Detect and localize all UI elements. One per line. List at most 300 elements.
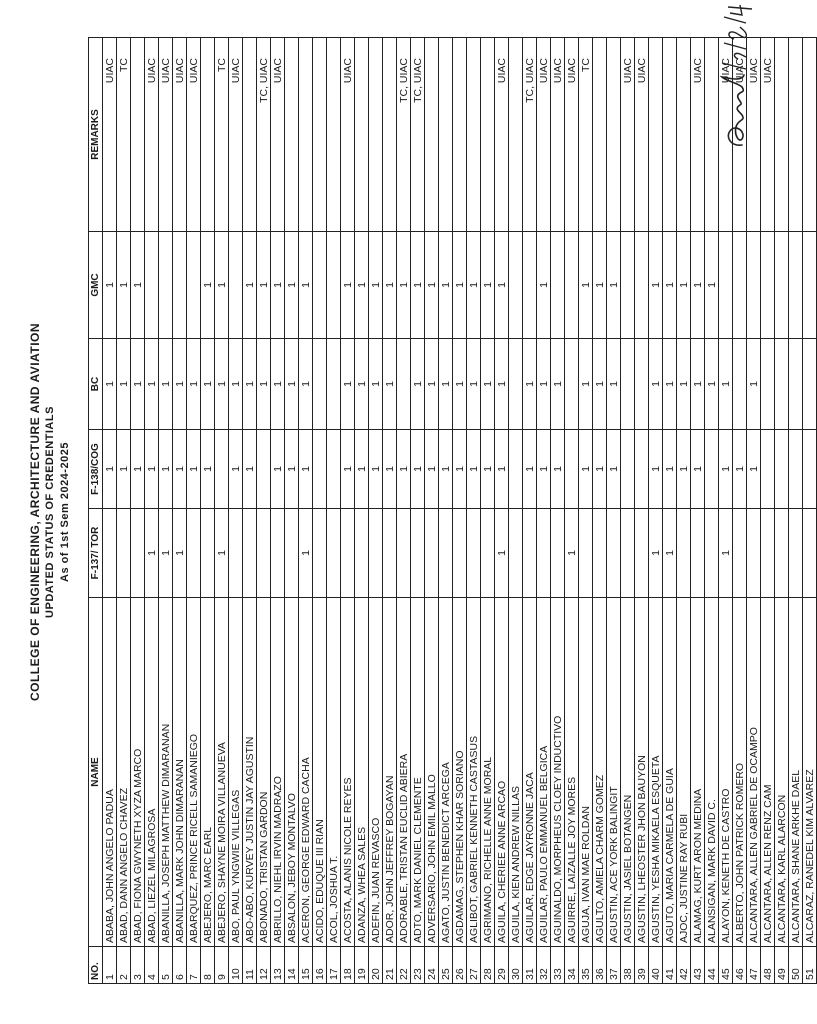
cell-bc: 1	[341, 339, 355, 430]
cell-tor	[383, 509, 397, 598]
cell-no: 26	[453, 947, 467, 984]
cell-no: 25	[439, 947, 453, 984]
document-title: COLLEGE OF ENGINEERING, ARCHITECTURE AND AVIATION	[28, 322, 42, 702]
table-row	[243, 38, 257, 984]
cell-bc: 1	[453, 339, 467, 430]
cell-cog: 1	[537, 430, 551, 509]
cell-name: AGULTO, AMIELA CHARM GOMEZ	[593, 598, 607, 947]
cell-name: ADOR, JOHN JEFFREY BOGAYAN	[383, 598, 397, 947]
cell-bc: 1	[467, 339, 481, 430]
cell-remarks	[369, 38, 383, 232]
cell-tor	[117, 509, 131, 598]
cell-remarks: UIAC	[719, 38, 733, 232]
cell-bc: 1	[607, 339, 621, 430]
cell-cog: 1	[341, 430, 355, 509]
cell-gmc: 1	[117, 232, 131, 339]
cell-remarks	[453, 38, 467, 232]
cell-name: ALCANTARA, ALLEN GABRIEL DE OCAMPO	[747, 598, 761, 947]
cell-gmc	[229, 232, 243, 339]
cell-gmc	[719, 232, 733, 339]
cell-bc	[565, 339, 579, 430]
semester-label: As of 1st Sem 2024-2025	[59, 442, 71, 582]
table-row	[635, 38, 649, 984]
cell-gmc: 1	[369, 232, 383, 339]
cell-tor	[509, 509, 523, 598]
cell-no: 50	[789, 947, 803, 984]
cell-tor	[635, 509, 649, 598]
cell-name: AJOC, JUSTINE RAY RUBI	[677, 598, 691, 947]
cell-gmc: 1	[341, 232, 355, 339]
cell-cog: 1	[229, 430, 243, 509]
cell-remarks	[355, 38, 369, 232]
cell-no: 45	[719, 947, 733, 984]
cell-tor	[243, 509, 257, 598]
cell-no: 15	[299, 947, 313, 984]
cell-tor	[761, 509, 775, 598]
cell-remarks: UIAC	[691, 38, 705, 232]
cell-cog: 1	[495, 430, 509, 509]
cell-bc	[733, 339, 747, 430]
cell-tor: 1	[663, 509, 677, 598]
cell-name: AGUJA, IVAN MAE ROLDAN	[579, 598, 593, 947]
cell-gmc	[733, 232, 747, 339]
cell-no: 3	[131, 947, 145, 984]
cell-name: ALCANTARA, KARL ALARCON	[775, 598, 789, 947]
cell-remarks: UIAC	[145, 38, 159, 232]
cell-gmc: 1	[201, 232, 215, 339]
cell-tor: 1	[649, 509, 663, 598]
cell-bc: 1	[593, 339, 607, 430]
cell-remarks	[425, 38, 439, 232]
cell-bc: 1	[103, 339, 117, 430]
cell-tor	[341, 509, 355, 598]
cell-gmc: 1	[677, 232, 691, 339]
table-row	[495, 38, 509, 984]
cell-name: ALAYON, KENETH DE CASTRO	[719, 598, 733, 947]
cell-no: 31	[523, 947, 537, 984]
cell-tor: 1	[565, 509, 579, 598]
table-row	[467, 38, 481, 984]
cell-name: AGUIRRE, LAIZALLE JOY MORES	[565, 598, 579, 947]
cell-gmc: 1	[439, 232, 453, 339]
cell-gmc: 1	[649, 232, 663, 339]
cell-bc: 1	[677, 339, 691, 430]
cell-remarks: TC, UIAC	[397, 38, 411, 232]
cell-tor	[425, 509, 439, 598]
cell-name: AGATO, JUSTIN BENEDICT ARCEGA	[439, 598, 453, 947]
cell-bc: 1	[369, 339, 383, 430]
cell-no: 11	[243, 947, 257, 984]
cell-name: AGUINALDO, MORPHEUS CLOEY INDUCTIVO	[551, 598, 565, 947]
cell-remarks	[383, 38, 397, 232]
cell-name: ABEJERO, MARC EARL	[201, 598, 215, 947]
cell-remarks: UIAC	[495, 38, 509, 232]
cell-name: AGUTO, MARIA CARMELA DE GUIA	[663, 598, 677, 947]
cell-gmc: 1	[257, 232, 271, 339]
cell-remarks	[677, 38, 691, 232]
cell-tor	[537, 509, 551, 598]
table-row	[215, 38, 229, 984]
cell-cog: 1	[439, 430, 453, 509]
cell-name: AGUILA, KIEN ANDREW NILLAS	[509, 598, 523, 947]
cell-cog: 1	[397, 430, 411, 509]
cell-gmc: 1	[467, 232, 481, 339]
cell-gmc	[803, 232, 817, 339]
cell-no: 47	[747, 947, 761, 984]
table-row	[271, 38, 285, 984]
table-row	[257, 38, 271, 984]
cell-tor	[523, 509, 537, 598]
cell-name: ABSALON, JEBOY MONTALVO	[285, 598, 299, 947]
cell-tor	[453, 509, 467, 598]
table-row	[341, 38, 355, 984]
table-row	[621, 38, 635, 984]
table-row	[775, 38, 789, 984]
cell-no: 34	[565, 947, 579, 984]
cell-remarks	[509, 38, 523, 232]
cell-no: 12	[257, 947, 271, 984]
cell-cog: 1	[593, 430, 607, 509]
table-row	[187, 38, 201, 984]
table-row	[691, 38, 705, 984]
cell-name: ACOSTA, ALANIS NICOLE REYES	[341, 598, 355, 947]
table-row	[565, 38, 579, 984]
cell-no: 42	[677, 947, 691, 984]
cell-gmc: 1	[537, 232, 551, 339]
cell-tor	[229, 509, 243, 598]
cell-cog: 1	[425, 430, 439, 509]
cell-name: ABEJERO, SHAYNE MOIRA VILLANUEVA	[215, 598, 229, 947]
cell-gmc	[509, 232, 523, 339]
cell-name: ABAD, LIEZEL MILAGROSA	[145, 598, 159, 947]
cell-cog	[565, 430, 579, 509]
cell-gmc: 1	[243, 232, 257, 339]
table-header-row	[89, 38, 103, 984]
cell-cog	[705, 430, 719, 509]
cell-bc: 1	[383, 339, 397, 430]
table-row	[677, 38, 691, 984]
table-row	[761, 38, 775, 984]
cell-remarks: UIAC	[229, 38, 243, 232]
cell-remarks: UIAC	[635, 38, 649, 232]
cell-cog: 1	[117, 430, 131, 509]
cell-tor	[691, 509, 705, 598]
cell-remarks	[313, 38, 327, 232]
cell-tor	[677, 509, 691, 598]
cell-name: AGUILAR, PAULO EMMANUEL BELGICA	[537, 598, 551, 947]
cell-bc: 1	[257, 339, 271, 430]
cell-bc: 1	[411, 339, 425, 430]
cell-gmc	[621, 232, 635, 339]
table-row	[369, 38, 383, 984]
cell-no: 44	[705, 947, 719, 984]
cell-bc	[775, 339, 789, 430]
cell-cog	[803, 430, 817, 509]
cell-tor	[439, 509, 453, 598]
cell-gmc	[159, 232, 173, 339]
cell-remarks: UIAC	[159, 38, 173, 232]
cell-cog	[775, 430, 789, 509]
cell-no: 1	[103, 947, 117, 984]
cell-cog: 1	[159, 430, 173, 509]
cell-bc: 1	[523, 339, 537, 430]
cell-name: ADVERSARIO, JOHN EMIL MALLO	[425, 598, 439, 947]
cell-name: ACERON, GEORGE EDWARD CACHA	[299, 598, 313, 947]
table-row	[117, 38, 131, 984]
cell-bc: 1	[439, 339, 453, 430]
cell-bc: 1	[649, 339, 663, 430]
cell-name: AGUSTIN, ACE YORK BALINGIT	[607, 598, 621, 947]
cell-remarks	[481, 38, 495, 232]
cell-bc	[761, 339, 775, 430]
cell-name: AGDAMAG, STEPHEN KHAR SORIANO	[453, 598, 467, 947]
cell-gmc	[565, 232, 579, 339]
cell-bc: 1	[705, 339, 719, 430]
cell-bc: 1	[495, 339, 509, 430]
cell-tor	[803, 509, 817, 598]
cell-tor	[481, 509, 495, 598]
cell-cog	[789, 430, 803, 509]
cell-name: ACOL, JOSHUA T.	[327, 598, 341, 947]
cell-tor	[593, 509, 607, 598]
cell-tor	[733, 509, 747, 598]
cell-no: 16	[313, 947, 327, 984]
cell-no: 8	[201, 947, 215, 984]
cell-no: 2	[117, 947, 131, 984]
cell-bc: 1	[201, 339, 215, 430]
cell-remarks	[607, 38, 621, 232]
cell-name: ABANILLA, JOSEPH MATTHEW DIMARANAN	[159, 598, 173, 947]
cell-tor	[257, 509, 271, 598]
cell-cog: 1	[551, 430, 565, 509]
cell-bc: 1	[243, 339, 257, 430]
credentials-table	[88, 37, 817, 984]
cell-no: 33	[551, 947, 565, 984]
cell-remarks: UIAC	[187, 38, 201, 232]
cell-gmc: 1	[397, 232, 411, 339]
table-row	[481, 38, 495, 984]
table-row	[103, 38, 117, 984]
cell-gmc	[789, 232, 803, 339]
table-row	[201, 38, 215, 984]
cell-gmc: 1	[355, 232, 369, 339]
cell-name: ALANSIGAN, MARK DAVID C.	[705, 598, 719, 947]
document-subtitle: UPDATED STATUS OF CREDENTIALS	[44, 406, 56, 618]
cell-no: 41	[663, 947, 677, 984]
table-row	[159, 38, 173, 984]
cell-bc: 1	[663, 339, 677, 430]
cell-no: 17	[327, 947, 341, 984]
cell-remarks	[593, 38, 607, 232]
table-row	[299, 38, 313, 984]
cell-no: 18	[341, 947, 355, 984]
cell-no: 36	[593, 947, 607, 984]
table-row	[229, 38, 243, 984]
cell-no: 14	[285, 947, 299, 984]
cell-name: ABO, PAUL YNGWIE VILLEGAS	[229, 598, 243, 947]
cell-bc: 1	[425, 339, 439, 430]
cell-no: 38	[621, 947, 635, 984]
cell-no: 35	[579, 947, 593, 984]
cell-bc	[789, 339, 803, 430]
table-row	[145, 38, 159, 984]
cell-no: 29	[495, 947, 509, 984]
cell-name: ABABA, JOHN ANGELO PADUA	[103, 598, 117, 947]
cell-bc: 1	[117, 339, 131, 430]
cell-cog: 1	[173, 430, 187, 509]
cell-bc: 1	[481, 339, 495, 430]
cell-name: ALBERTO, JOHN PATRICK ROMERO	[733, 598, 747, 947]
table-row	[803, 38, 817, 984]
cell-bc: 1	[551, 339, 565, 430]
cell-bc: 1	[159, 339, 173, 430]
cell-name: ABRILLO, NIEHL IRVIN MADRAZO	[271, 598, 285, 947]
cell-cog: 1	[243, 430, 257, 509]
cell-tor	[579, 509, 593, 598]
table-row	[313, 38, 327, 984]
cell-gmc: 1	[593, 232, 607, 339]
table-row	[327, 38, 341, 984]
cell-gmc	[187, 232, 201, 339]
cell-tor	[313, 509, 327, 598]
cell-remarks: TC, UIAC	[257, 38, 271, 232]
cell-no: 7	[187, 947, 201, 984]
table-row	[383, 38, 397, 984]
column-header-remarks: REMARKS	[89, 38, 103, 232]
cell-bc: 1	[187, 339, 201, 430]
cell-name: AGLIBOT, GABRIEL KENNETH CASTASUS	[467, 598, 481, 947]
cell-cog	[257, 430, 271, 509]
cell-bc	[803, 339, 817, 430]
cell-bc: 1	[355, 339, 369, 430]
cell-cog: 1	[201, 430, 215, 509]
cell-no: 32	[537, 947, 551, 984]
cell-name: ADEFIN, JUAN REVASCO	[369, 598, 383, 947]
cell-name: AGRIMANO, RICHELLE ANNE MORAL	[481, 598, 495, 947]
cell-name: ALCANTARA, SHANE ARKHE DAEL	[789, 598, 803, 947]
cell-tor	[355, 509, 369, 598]
cell-name: ADTO, MARK DANIEL CLEMENTE	[411, 598, 425, 947]
cell-gmc: 1	[481, 232, 495, 339]
cell-tor	[747, 509, 761, 598]
cell-name: AGUSTIN, JASIEL BOTANGEN	[621, 598, 635, 947]
cell-gmc: 1	[607, 232, 621, 339]
cell-bc: 1	[229, 339, 243, 430]
table-row	[397, 38, 411, 984]
cell-name: AGUILAR, EDGE JAYRONNE JACA	[523, 598, 537, 947]
cell-gmc: 1	[495, 232, 509, 339]
cell-tor	[103, 509, 117, 598]
cell-name: ALAMAG, KURT ARON MEDINA	[691, 598, 705, 947]
cell-no: 40	[649, 947, 663, 984]
cell-bc	[397, 339, 411, 430]
cell-no: 48	[761, 947, 775, 984]
cell-tor: 1	[145, 509, 159, 598]
cell-cog: 1	[411, 430, 425, 509]
cell-remarks: UIAC	[565, 38, 579, 232]
cell-name: ABANILLA, MARK JOHN DIMARANAN	[173, 598, 187, 947]
cell-name: ABO-ABO, KURVEY JUSTIN JAY AGUSTIN	[243, 598, 257, 947]
cell-no: 19	[355, 947, 369, 984]
cell-gmc: 1	[691, 232, 705, 339]
cell-no: 51	[803, 947, 817, 984]
cell-name: AGUILA, CHERIEE ANNE ARCAO	[495, 598, 509, 947]
cell-tor	[621, 509, 635, 598]
cell-name: ALCARAZ, RANEDEL KIM ALVAREZ	[803, 598, 817, 947]
cell-bc	[313, 339, 327, 430]
cell-remarks	[789, 38, 803, 232]
cell-cog: 1	[271, 430, 285, 509]
table-row	[733, 38, 747, 984]
cell-bc: 1	[131, 339, 145, 430]
cell-no: 4	[145, 947, 159, 984]
cell-no: 27	[467, 947, 481, 984]
cell-tor	[327, 509, 341, 598]
cell-remarks	[803, 38, 817, 232]
table-row	[607, 38, 621, 984]
cell-cog	[761, 430, 775, 509]
cell-gmc	[551, 232, 565, 339]
cell-no: 21	[383, 947, 397, 984]
cell-name: ACIDO, EDUQUE III RIAN	[313, 598, 327, 947]
cell-bc	[509, 339, 523, 430]
cell-no: 30	[509, 947, 523, 984]
cell-remarks	[439, 38, 453, 232]
cell-bc: 1	[691, 339, 705, 430]
cell-cog: 1	[663, 430, 677, 509]
cell-cog: 1	[299, 430, 313, 509]
cell-gmc: 1	[705, 232, 719, 339]
cell-gmc: 1	[579, 232, 593, 339]
cell-remarks	[467, 38, 481, 232]
table-row	[285, 38, 299, 984]
cell-cog: 1	[747, 430, 761, 509]
cell-no: 37	[607, 947, 621, 984]
cell-remarks: TC, UIAC	[523, 38, 537, 232]
cell-remarks: UIAC	[761, 38, 775, 232]
table-row	[579, 38, 593, 984]
cell-gmc	[775, 232, 789, 339]
table-row	[425, 38, 439, 984]
cell-cog	[215, 430, 229, 509]
cell-gmc: 1	[285, 232, 299, 339]
cell-cog: 1	[355, 430, 369, 509]
cell-gmc: 1	[271, 232, 285, 339]
cell-no: 13	[271, 947, 285, 984]
cell-gmc: 1	[453, 232, 467, 339]
cell-remarks: UIAC	[747, 38, 761, 232]
cell-cog: 1	[719, 430, 733, 509]
cell-remarks: UIAC	[621, 38, 635, 232]
cell-gmc: 1	[425, 232, 439, 339]
cell-cog: 1	[187, 430, 201, 509]
cell-gmc: 1	[383, 232, 397, 339]
table-row	[131, 38, 145, 984]
cell-remarks	[243, 38, 257, 232]
cell-gmc: 1	[411, 232, 425, 339]
cell-remarks	[299, 38, 313, 232]
table-row	[439, 38, 453, 984]
cell-no: 46	[733, 947, 747, 984]
cell-tor: 1	[495, 509, 509, 598]
cell-no: 23	[411, 947, 425, 984]
cell-remarks: UIAC	[537, 38, 551, 232]
cell-remarks: TC	[215, 38, 229, 232]
cell-name: ABAD, FIONA GWYNETH XYZA MARCO	[131, 598, 145, 947]
cell-cog: 1	[649, 430, 663, 509]
cell-tor: 1	[173, 509, 187, 598]
cell-cog: 1	[481, 430, 495, 509]
